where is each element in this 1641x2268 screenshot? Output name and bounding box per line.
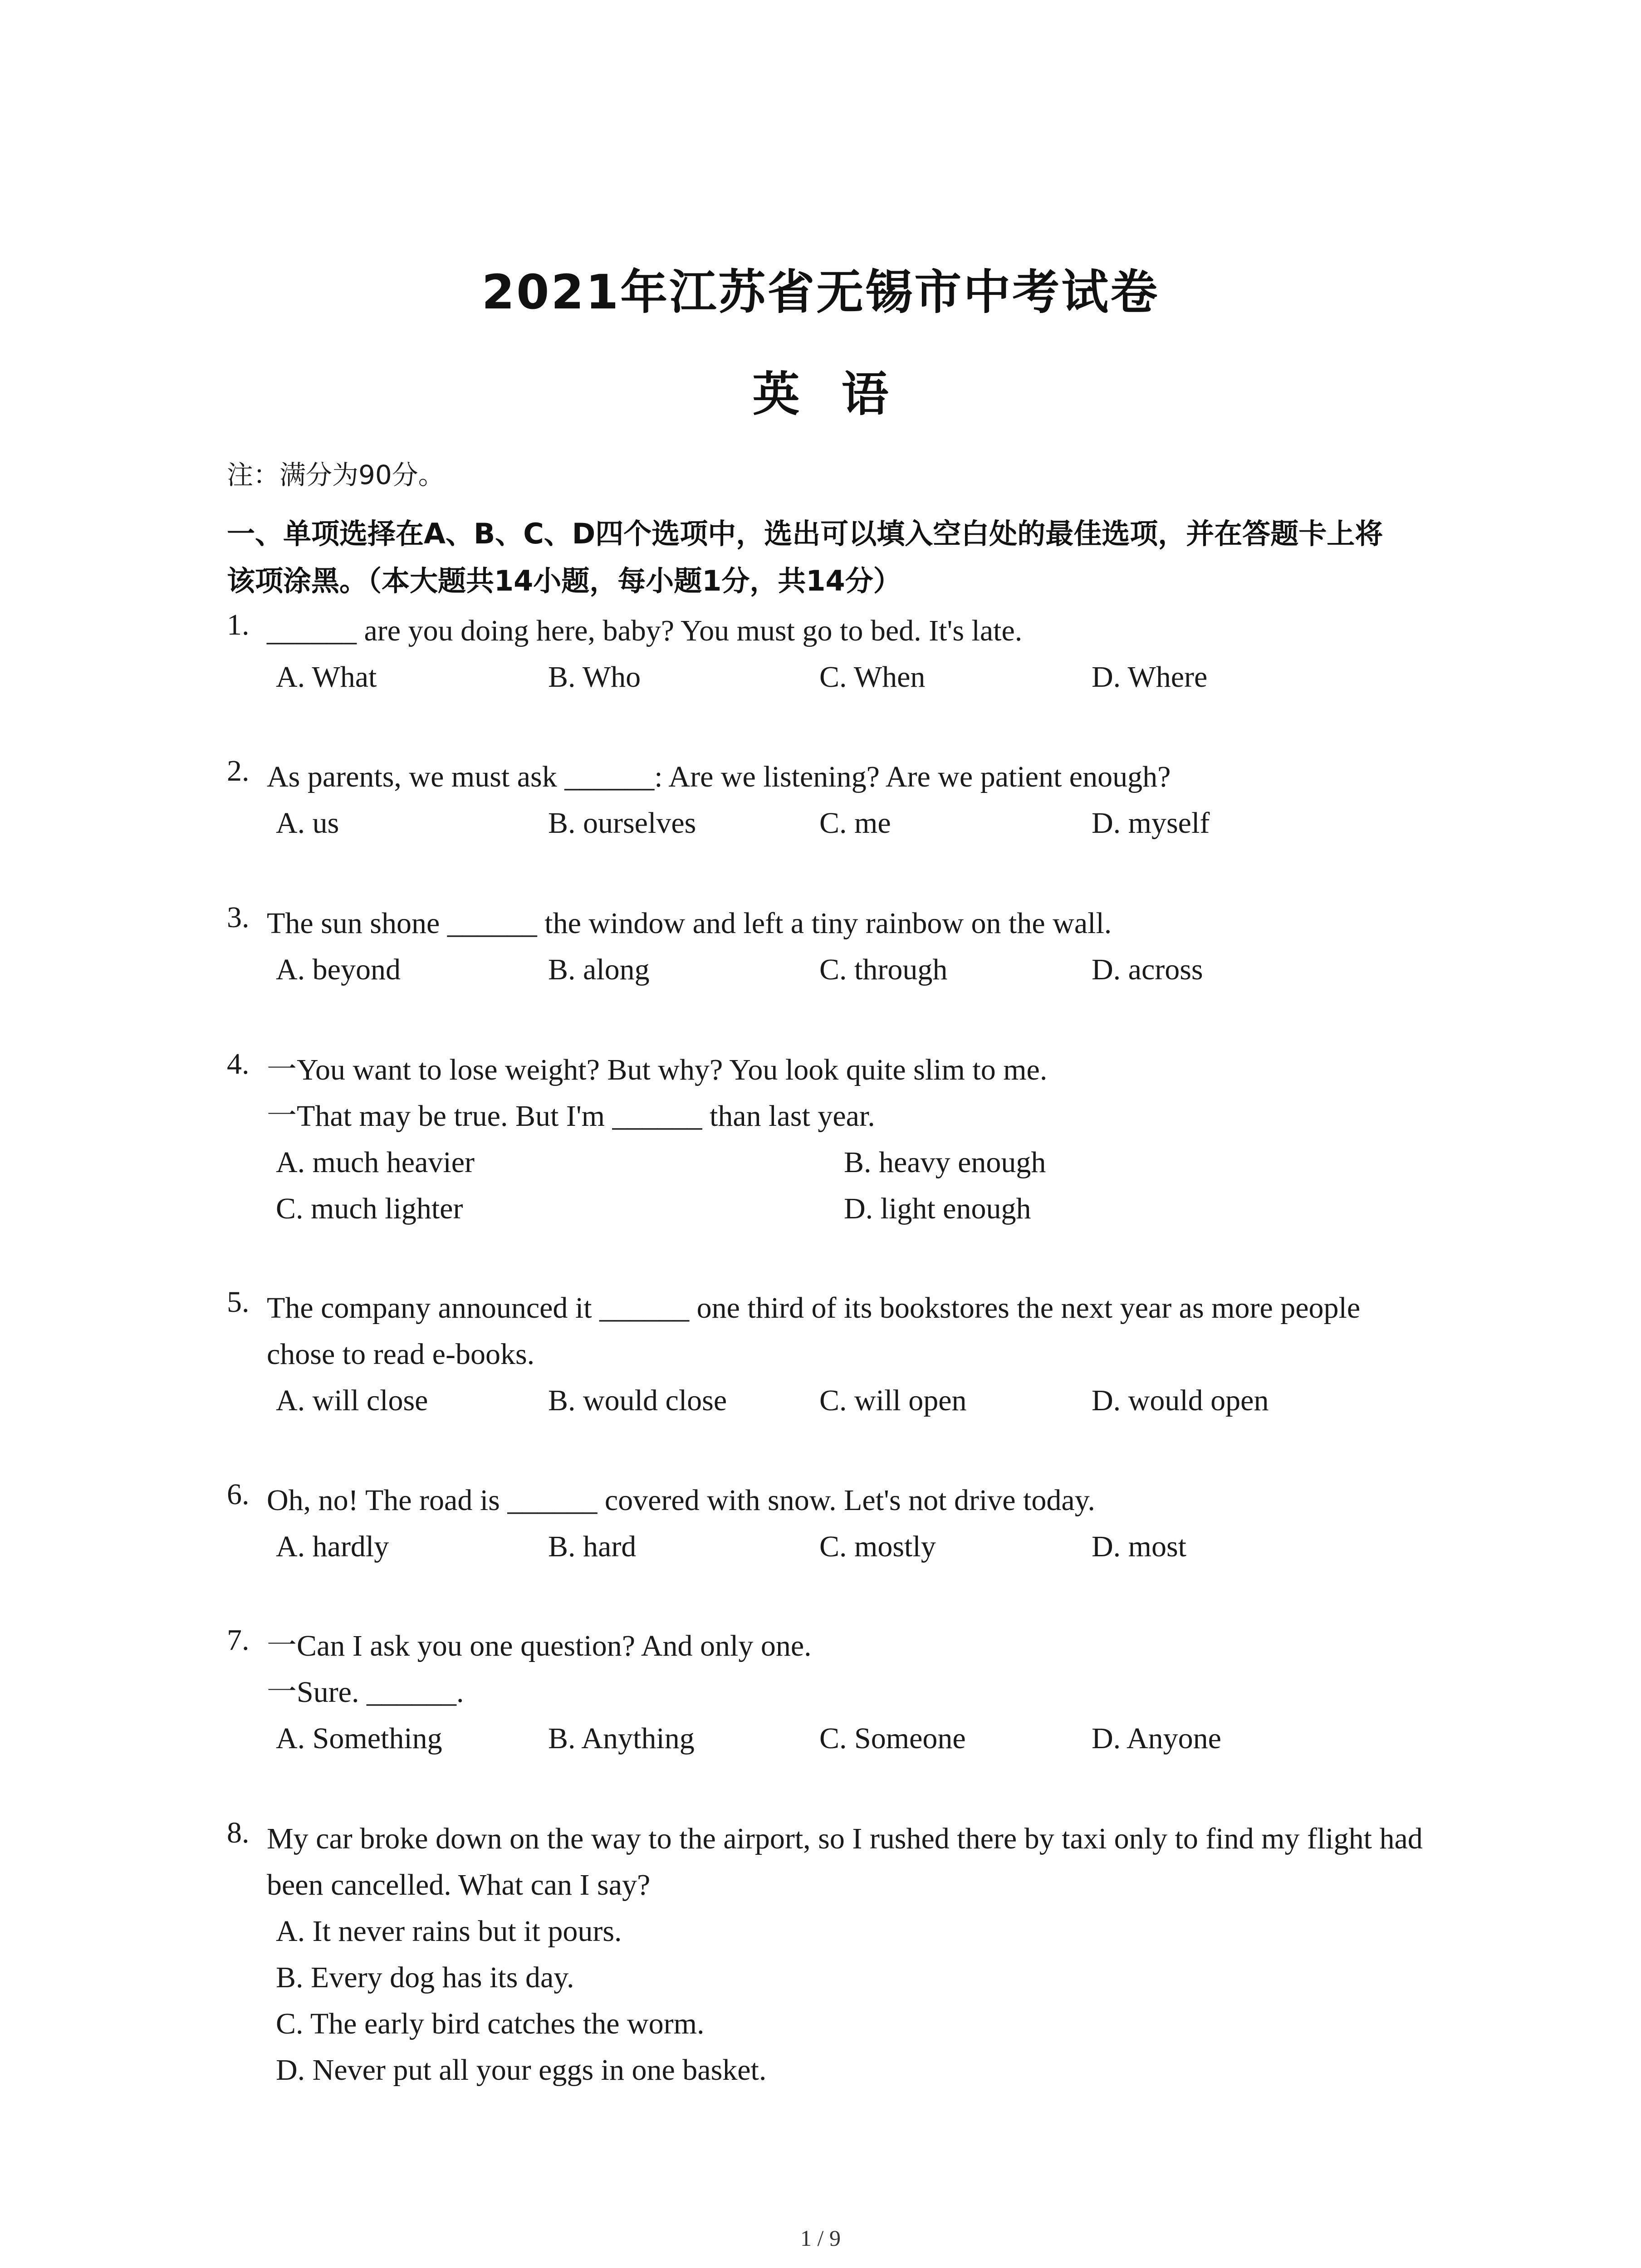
option-c: C. me [819, 807, 891, 840]
question-stem-line: ______ are you doing here, baby? You must go to bed. It's late. [267, 614, 1023, 647]
option-a: A. What [276, 660, 377, 694]
section-heading [227, 510, 1461, 605]
question-stem [267, 1623, 1470, 1716]
options-row [276, 654, 1470, 700]
option-d: D. most [1092, 1530, 1187, 1563]
question-stem-line: been cancelled. What can I say? [267, 1868, 651, 1901]
option-d: D. myself [1092, 807, 1210, 840]
question-number: 1. [227, 608, 250, 641]
option-c: C. much lighter [276, 1192, 463, 1225]
option-c: C. will open [819, 1384, 967, 1417]
question-stem-line: 一Sure. ______. [267, 1676, 464, 1709]
question-8 [227, 1816, 1470, 2093]
option-c: C. The early bird catches the worm. [276, 2007, 705, 2040]
question-number: 4. [227, 1047, 250, 1080]
question-stem [267, 1047, 1470, 1139]
question-3 [227, 900, 1470, 993]
option-a: A. us [276, 807, 339, 840]
option-a: A. beyond [276, 953, 401, 986]
options-row [276, 947, 1470, 993]
options-row [276, 1378, 1470, 1424]
option-d: D. Anyone [1092, 1722, 1221, 1755]
exam-title: 2021年江苏省无锡市中考试卷 [481, 264, 1160, 320]
option-b: B. ourselves [548, 807, 696, 840]
question-stem [267, 608, 1470, 654]
question-4 [227, 1047, 1470, 1232]
option-d: D. Where [1092, 660, 1208, 694]
question-stem [267, 1285, 1470, 1378]
question-7 [227, 1623, 1470, 1762]
question-stem-line: 一Can I ask you one question? And only one. [267, 1629, 812, 1662]
question-number: 8. [227, 1816, 250, 1849]
page-number: 1 / 9 [800, 2225, 841, 2251]
question-stem-line: As parents, we must ask ______: Are we listening? Are we patient enough? [267, 760, 1171, 793]
option-a: A. Something [276, 1722, 442, 1755]
question-number: 3. [227, 901, 250, 934]
question-number: 2. [227, 754, 250, 787]
question-stem [267, 900, 1470, 947]
option-b: B. along [548, 953, 650, 986]
option-b: B. heavy enough [844, 1146, 1046, 1179]
question-number: 6. [227, 1478, 250, 1511]
option-b: B. Anything [548, 1722, 695, 1755]
question-stem-line: The company announced it ______ one third of its bookstores the next year as more people [267, 1291, 1361, 1325]
option-a: A. hardly [276, 1530, 389, 1563]
options-row [276, 1524, 1470, 1570]
option-d: D. light enough [844, 1192, 1031, 1225]
question-stem-line: 一You want to lose weight? But why? You look quite slim to me. [267, 1053, 1048, 1086]
options-row [276, 1186, 1470, 1232]
question-stem-line: The sun shone ______ the window and left a tiny rainbow on the wall. [267, 907, 1112, 940]
question-stem [267, 1816, 1470, 1908]
question-stem [267, 1477, 1470, 1524]
question-2 [227, 754, 1470, 846]
score-note: 注：满分为90分。 [227, 459, 445, 490]
option-d: D. Never put all your eggs in one basket. [276, 2053, 767, 2087]
question-stem [267, 754, 1470, 800]
option-c: C. mostly [819, 1530, 936, 1563]
section-heading-line-2: 该项涂黑。（本大题共14小题，每小题1分，共14分） [227, 564, 901, 597]
option-a: A. much heavier [276, 1146, 475, 1179]
question-stem-line: Oh, no! The road is ______ covered with snow. Let's not drive today. [267, 1484, 1095, 1517]
options-row [276, 800, 1470, 846]
option-b: B. hard [548, 1530, 637, 1563]
options-row [276, 1716, 1470, 1762]
option-a: A. will close [276, 1384, 428, 1417]
option-a: A. It never rains but it pours. [276, 1915, 622, 1948]
question-number: 5. [227, 1286, 250, 1319]
option-d: D. across [1092, 953, 1203, 986]
option-b: B. Who [548, 660, 641, 694]
question-stem-line: 一That may be true. But I'm ______ than last year. [267, 1100, 875, 1133]
option-b: B. Every dog has its day. [276, 1961, 574, 1994]
question-stem-line: My car broke down on the way to the airport, so I rushed there by taxi only to find my flight had [267, 1822, 1423, 1855]
question-stem-line: chose to read e-books. [267, 1338, 535, 1371]
subject-title: 英语 [752, 367, 931, 422]
option-c: C. through [819, 953, 948, 986]
section-heading-line-1: 一、单项选择在A、B、C、D四个选项中，选出可以填入空白处的最佳选项，并在答题卡上将 [227, 517, 1383, 550]
question-5 [227, 1285, 1470, 1424]
question-6 [227, 1477, 1470, 1570]
option-d: D. would open [1092, 1384, 1269, 1417]
question-1 [227, 608, 1470, 700]
option-c: C. When [819, 660, 926, 694]
options-row [276, 1139, 1470, 1186]
option-c: C. Someone [819, 1722, 966, 1755]
question-number: 7. [227, 1623, 250, 1657]
option-b: B. would close [548, 1384, 727, 1417]
